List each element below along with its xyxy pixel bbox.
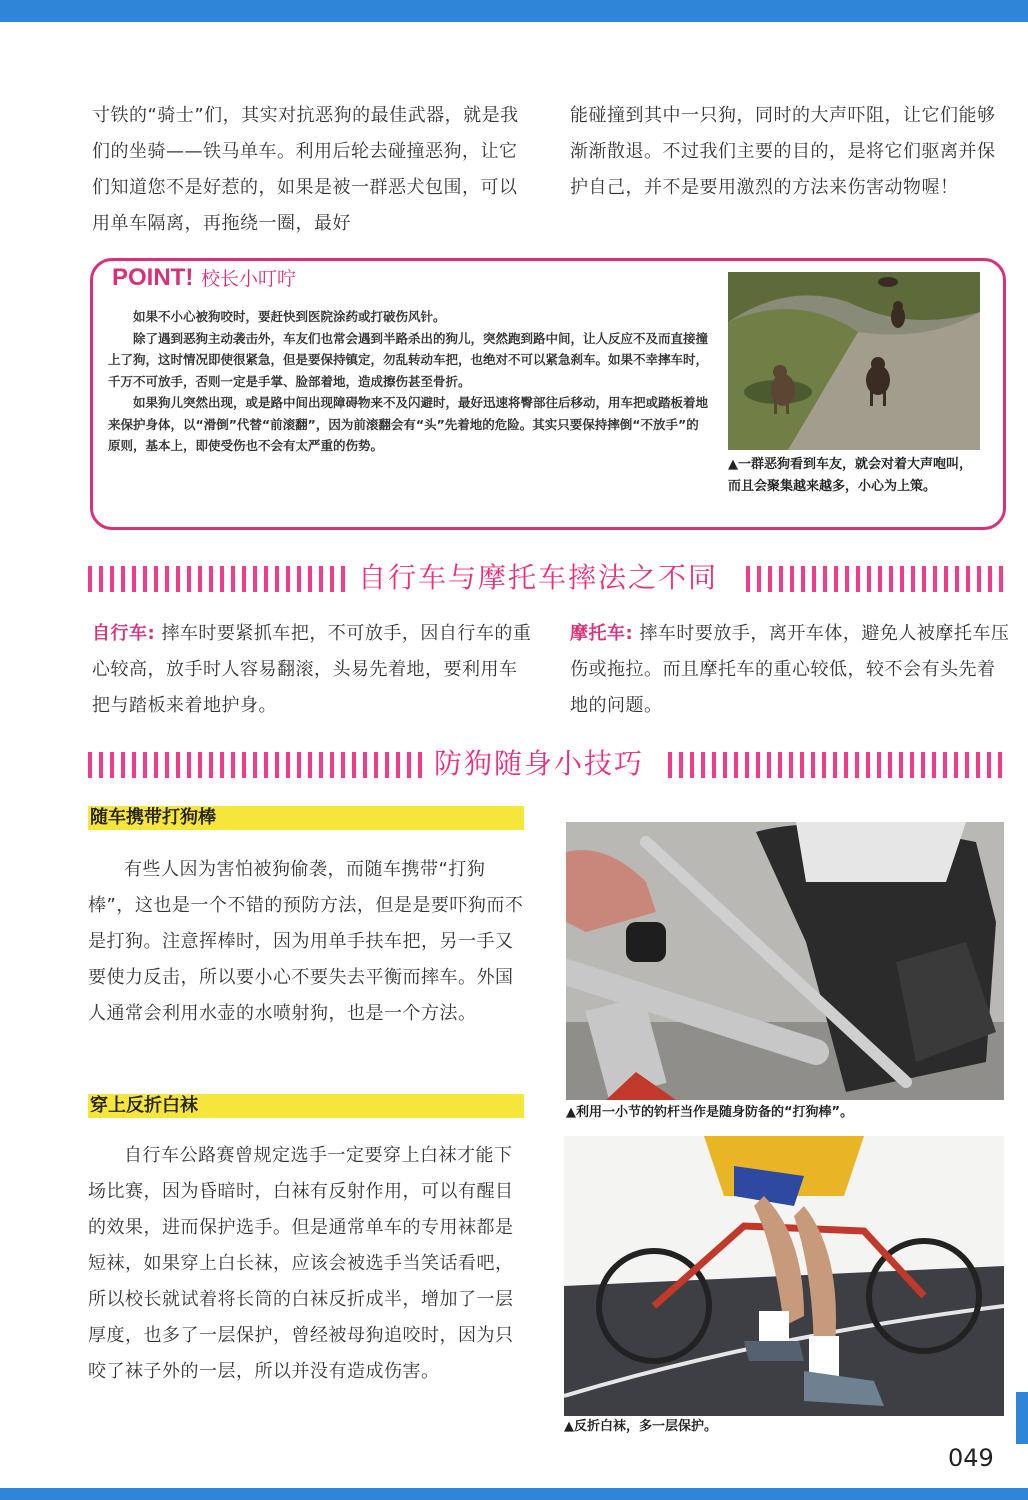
bottom-color-bar — [0, 1488, 1028, 1500]
bike-label: 自行车: — [92, 623, 156, 644]
tip2-heading: 穿上反折白袜 — [90, 1095, 198, 1116]
section-title-falling: 自行车与摩托车摔法之不同 — [358, 561, 719, 594]
socks-photo-caption: ▲反折白袜，多一层保护。 — [564, 1419, 717, 1434]
section-banner-tips — [88, 748, 1006, 782]
dogs-photo-caption: ▲一群恶狗看到车友，就会对着大声咆叫，而且会聚集越来越多，小心为上策。 — [728, 457, 972, 494]
socks-photo — [564, 1136, 1004, 1416]
moto-text: 摔车时要放手，离开车体，避免人被摩托车压伤或拖拉。而且摩托车的重心较低，较不会有头先着地的问题。 — [570, 623, 1010, 716]
point-paragraph: 如果狗儿突然出现，或是路中间出现障碍物来不及闪避时，最好迅速将臀部往后移动，用车把或踏板着地来保护身体，以“滑倒”代替“前滚翻”，因为前滚翻会有“头”先着地的危险。其实只要保持摔倒“不放手”的原则，基本上，即使受伤也不会有太严重的伤势。 — [108, 395, 709, 453]
point-paragraph: 如果不小心被狗咬时，要赶快到医院涂药或打破伤风针。 — [133, 309, 446, 324]
point-paragraph: 除了遇到恶狗主动袭击外，车友们也常会遇到半路杀出的狗儿，突然跑到路中间，让人反应不及而直接撞上了狗，这时情况即使很紧急，但是要保持镇定，勿乱转动车把，也绝对不可以紧急刹车。如果不幸摔车时，千万不可放手，否则一定是手掌、脸部着地，造成擦伤甚至骨折。 — [108, 330, 709, 389]
point-title-main: POINT! — [112, 264, 194, 291]
tip2-paragraph: 自行车公路赛曾规定选手一定要穿上白袜才能下场比赛，因为昏暗时，白袜有反射作用，可以有醒目的效果，进而保护选手。但是通常单车的专用袜都是短袜，如果穿上白长袜，应该会被选手当笑话看吧，所以校长就试着将长筒的白袜反折成半，增加了一层厚度，也多了一层保护，曾经被母狗追咬时，因为只咬了袜子外的一层，所以并没有造成伤害。 — [88, 1145, 514, 1382]
stick-photo-caption: ▲利用一小节的钓杆当作是随身防备的“打狗棒”。 — [566, 1105, 854, 1120]
section-title-tips: 防狗随身小技巧 — [434, 747, 645, 780]
page-number: 049 — [948, 1444, 994, 1472]
point-title-sub: 校长小叮咛 — [201, 268, 297, 290]
moto-paragraph — [570, 616, 1010, 724]
top-color-bar — [0, 0, 1028, 22]
tip1-heading-bar — [88, 806, 524, 830]
banner-stripes-left — [88, 752, 428, 778]
section-banner-falling — [88, 562, 1006, 596]
banner-stripes-right — [746, 566, 1006, 592]
side-tab-marker — [1016, 1392, 1028, 1444]
tip2-heading-bar — [88, 1094, 524, 1118]
dogs-photo — [728, 272, 980, 450]
moto-label: 摩托车: — [570, 623, 634, 644]
tip1-heading: 随车携带打狗棒 — [90, 807, 216, 828]
point-tip-text — [108, 306, 708, 457]
bike-text: 摔车时要紧抓车把，不可放手，因自行车的重心较高，放手时人容易翻滚，头易先着地，要利用车把与踏板来着地护身。 — [92, 623, 532, 716]
banner-stripes-right — [668, 752, 1006, 778]
tip1-paragraph: 有些人因为害怕被狗偷袭，而随车携带“打狗棒”，这也是一个不错的预防方法，但是是要吓狗而不是打狗。注意挥棒时，因为用单手扶车把，另一手又要使力反击，所以要小心不要失去平衡而摔车。外国人通常会利用水壶的水喷射狗，也是一个方法。 — [88, 859, 524, 1024]
bike-paragraph — [92, 616, 532, 724]
banner-stripes-left — [88, 566, 350, 592]
point-title — [106, 264, 302, 292]
stick-photo — [566, 822, 1004, 1100]
intro-right-paragraph: 能碰撞到其中一只狗，同时的大声吓阻，让它们能够渐渐散退。不过我们主要的目的，是将它们驱离并保护自己，并不是要用激烈的方法来伤害动物喔！ — [570, 105, 996, 198]
intro-left-paragraph: 寸铁的“骑士”们，其实对抗恶狗的最佳武器，就是我们的坐骑——铁马单车。利用后轮去碰撞恶狗，让它们知道您不是好惹的，如果是被一群恶犬包围，可以用单车隔离，再拖绕一圈，最好 — [92, 105, 519, 234]
